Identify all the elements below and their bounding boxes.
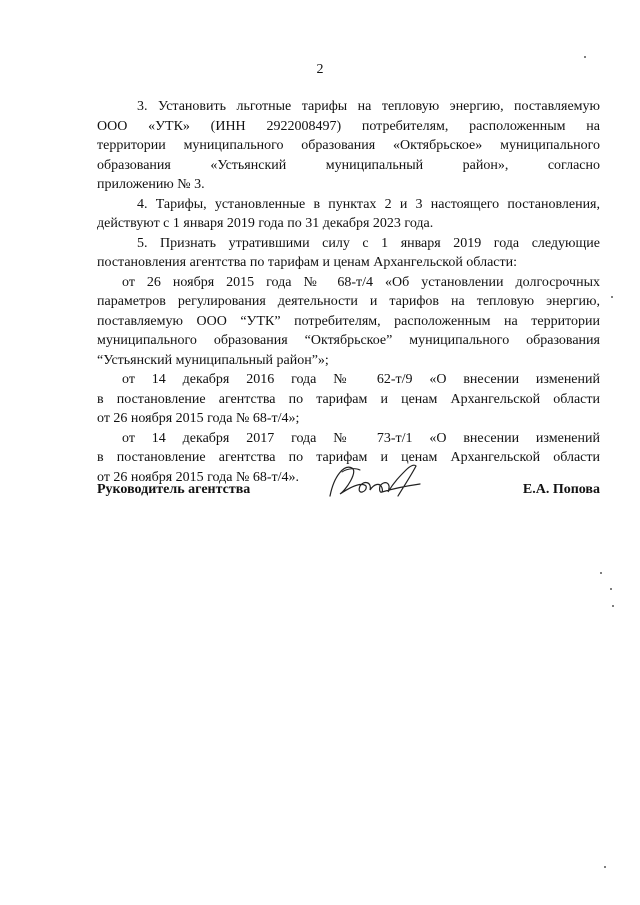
signatory-name: Е.А. Попова: [522, 482, 600, 497]
text-line: ООО «УТК» (ИНН 2922008497) потребителям, расположенным на: [97, 118, 600, 134]
text-line: от 26 ноября 2015 года № 68-т/4 «Об установлении долгосрочных: [122, 274, 600, 290]
text-line: в постановление агентства по тарифам и ценам Архангельской области: [97, 391, 600, 407]
scan-speck: [600, 572, 602, 574]
text-line: “Устьянский муниципальный район”»;: [97, 352, 329, 368]
text-line: постановления агентства по тарифам и ценам Архангельской области:: [97, 255, 517, 270]
scan-speck: [604, 866, 606, 868]
text-line: действуют с 1 января 2019 года по 31 декабря 2023 года.: [97, 216, 434, 231]
repealed-item-2: [97, 370, 600, 429]
text-line: 4. Тарифы, установленные в пунктах 2 и 3 настоящего постановления,: [137, 196, 600, 212]
scan-speck: [611, 296, 613, 298]
text-line: параметров регулирования деятельности и тарифов на тепловую энергию,: [97, 294, 600, 309]
paragraph-3: [97, 97, 600, 195]
text-line: в постановление агентства по тарифам и ценам Архангельской области: [97, 450, 600, 465]
paragraph-4: [97, 195, 600, 234]
text-line: от 26 ноября 2015 года № 68-т/4»;: [97, 411, 300, 426]
scan-speck: [612, 605, 614, 607]
paragraph-5: [97, 234, 600, 273]
signature-block: [97, 478, 600, 508]
text-line: образования «Устьянский муниципальный район», согласно: [97, 157, 600, 173]
text-line: 3. Установить льготные тарифы на тепловую энергию, поставляемую: [137, 99, 600, 114]
text-line: поставляемую ООО “УТК” потребителям, расположенным на территории: [97, 313, 600, 329]
scan-speck: [610, 588, 612, 590]
signatory-title: Руководитель агентства: [97, 482, 251, 497]
scan-speck: [584, 56, 586, 58]
handwritten-signature-icon: [322, 456, 432, 506]
text-line: приложению № 3.: [97, 177, 205, 192]
text-line: муниципального образования “Октябрьское” муниципального образования: [97, 333, 600, 348]
document-body: [97, 97, 600, 487]
text-line: от 26 ноября 2015 года № 68-т/4».: [97, 469, 300, 485]
text-line: от 14 декабря 2017 года № 73-т/1 «О внесении изменений: [122, 430, 600, 446]
text-line: 5. Признать утратившими силу с 1 января 2019 года следующие: [137, 235, 600, 251]
text-line: от 14 декабря 2016 года № 62-т/9 «О внесении изменений: [122, 372, 600, 387]
repealed-item-1: [97, 273, 600, 371]
page-number: 2: [316, 62, 324, 77]
text-line: территории муниципального образования «Октябрьское» муниципального: [97, 138, 600, 153]
